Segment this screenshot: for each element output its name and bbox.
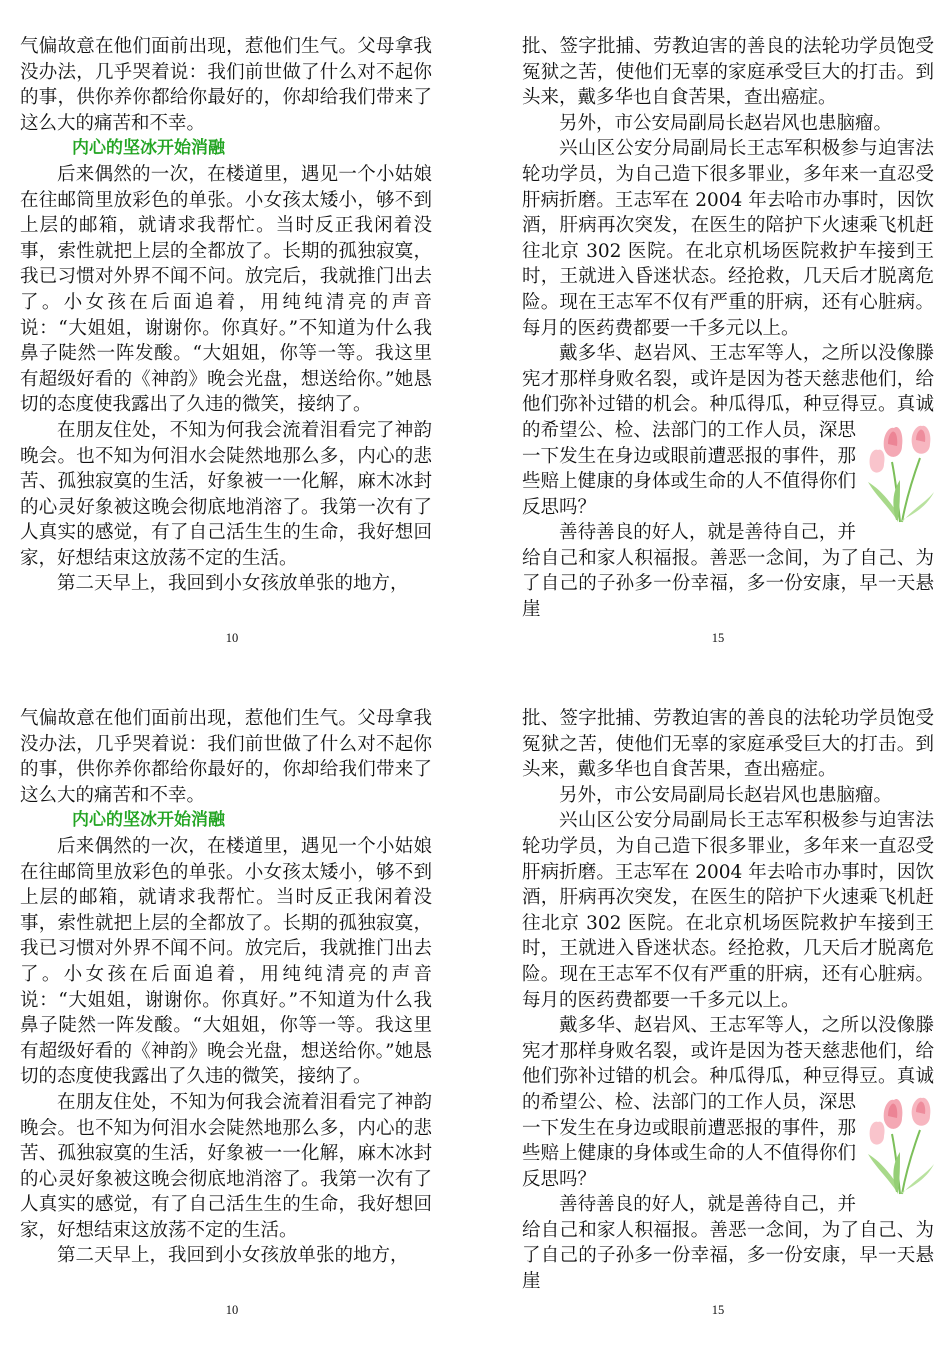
paragraph: 善待善良的好人，就是善待自己，并给自己和家人积福报。善恶一念间，为了自己、为了自己的子孙多一份幸福，多一份安康，早一天悬崖 [522, 1194, 934, 1293]
right-page-text [522, 34, 934, 623]
section-heading: 内心的坚冰开始消融 [72, 138, 225, 159]
tulip-flowers-icon [862, 422, 938, 524]
paragraph: 另外，市公安局副局长赵岩风也患脑瘤。 [559, 112, 893, 134]
page-number: 10 [225, 631, 239, 645]
paragraph: 批、签字批捕、劳教迫害的善良的法轮功学员饱受冤狱之苦，使他们无辜的家庭承受巨大的打击。到头来，戴多华也自食苦果，查出癌症。 [522, 708, 934, 781]
paragraph: 兴山区公安分局副局长王志军积极参与迫害法轮功学员，为自己造下很多罪业，多年来一直忍受肝病折磨。王志军在 2004 年去哈市办事时，因饮酒，肝病再次突发，在医生的陪护下火速乘飞机赶往北京 302 医院。在北京机场医院救护车接到王时，王就进入昏迷状态。经抢救，几天后才脱离危险。现在王志军不仅有严重的肝病，还有心脏病。每月的医药费都要一千多元以上。 [522, 138, 934, 339]
spread-bottom [0, 672, 950, 1344]
paragraph: 兴山区公安分局副局长王志军积极参与迫害法轮功学员，为自己造下很多罪业，多年来一直忍受肝病折磨。王志军在 2004 年去哈市办事时，因饮酒，肝病再次突发，在医生的陪护下火速乘飞机赶往北京 302 医院。在北京机场医院救护车接到王时，王就进入昏迷状态。经抢救，几天后才脱离危险。现在王志军不仅有严重的肝病，还有心脏病。每月的医药费都要一千多元以上。 [522, 810, 934, 1011]
paragraph: 在朋友住处，不知为何我会流着泪看完了神韵晚会。也不知为何泪水会陡然地那么多，内心的悲苦、孤独寂寞的生活，好象被一一化解，麻木冰封的心灵好象被这晚会彻底地消溶了。我第一次有了人真实的感觉，有了自己活生生的生命，我好想回家，好想结束这放荡不定的生活。 [20, 1091, 432, 1241]
paragraph: 气偏故意在他们面前出现，惹他们生气。父母拿我没办法，几乎哭着说：我们前世做了什么对不起你的事，供你养你都给你最好的，你却给我们带来了这么大的痛苦和不幸。 [20, 36, 432, 134]
paragraph: 在朋友住处，不知为何我会流着泪看完了神韵晚会。也不知为何泪水会陡然地那么多，内心的悲苦、孤独寂寞的生活，好象被一一化解，麻木冰封的心灵好象被这晚会彻底地消溶了。我第一次有了人真实的感觉，有了自己活生生的生命，我好想回家，好想结束这放荡不定的生活。 [20, 419, 432, 569]
page-number: 15 [711, 1303, 725, 1317]
right-page-text [522, 706, 934, 1295]
paragraph: 后来偶然的一次，在楼道里，遇见一个小姑娘在往邮筒里放彩色的单张。小女孩太矮小，够不到上层的邮箱，就请求我帮忙。当时反正我闲着没事，索性就把上层的全都放了。长期的孤独寂寞，我已习惯对外界不闻不问。放完后，我就推门出去了。小女孩在后面追着，用纯纯清亮的声音说：“大姐姐，谢谢你。你真好。”不知道为什么我鼻子陡然一阵发酸。“大姐姐，你等一等。我这里有超级好看的《神韵》晚会光盘，想送给你。”她恳切的态度使我露出了久违的微笑，接纳了。 [20, 835, 432, 1088]
left-page-text [20, 706, 432, 1269]
paragraph: 另外，市公安局副局长赵岩风也患脑瘤。 [559, 784, 893, 806]
paragraph: 戴多华、赵岩风、王志军等人，之所以没像滕宪才那样身败名裂，或许是因为苍天慈悲他们，给他们弥补过错的机会。种瓜得瓜，种豆得豆。真诚的希 望公、检、法部门的工作人员，深思一下发生在身边或眼前遭恶报的事件，那些赔上健康的身体或生命的人不值得你们反思吗？ [522, 341, 934, 520]
paragraph: 第二天早上，我回到小女孩放单张的地方， [57, 1245, 409, 1267]
tulip-flowers-icon [862, 1094, 938, 1196]
paragraph: 戴多华、赵岩风、王志军等人，之所以没像滕宪才那样身败名裂，或许是因为苍天慈悲他们，给他们弥补过错的机会。种瓜得瓜，种豆得豆。真诚的希 望公、检、法部门的工作人员，深思一下发生在身边或眼前遭恶报的事件，那些赔上健康的身体或生命的人不值得你们反思吗？ [522, 1013, 934, 1192]
spread-top [0, 0, 950, 672]
page-number: 15 [711, 631, 725, 645]
paragraph: 气偏故意在他们面前出现，惹他们生气。父母拿我没办法，几乎哭着说：我们前世做了什么对不起你的事，供你养你都给你最好的，你却给我们带来了这么大的痛苦和不幸。 [20, 708, 432, 806]
page-number: 10 [225, 1303, 239, 1317]
paragraph: 批、签字批捕、劳教迫害的善良的法轮功学员饱受冤狱之苦，使他们无辜的家庭承受巨大的打击。到头来，戴多华也自食苦果，查出癌症。 [522, 36, 934, 109]
paragraph: 后来偶然的一次，在楼道里，遇见一个小姑娘在往邮筒里放彩色的单张。小女孩太矮小，够不到上层的邮箱，就请求我帮忙。当时反正我闲着没事，索性就把上层的全都放了。长期的孤独寂寞，我已习惯对外界不闻不问。放完后，我就推门出去了。小女孩在后面追着，用纯纯清亮的声音说：“大姐姐，谢谢你。你真好。”不知道为什么我鼻子陡然一阵发酸。“大姐姐，你等一等。我这里有超级好看的《神韵》晚会光盘，想送给你。”她恳切的态度使我露出了久违的微笑，接纳了。 [20, 163, 432, 416]
section-heading: 内心的坚冰开始消融 [72, 810, 225, 831]
paragraph: 善待善良的好人，就是善待自己，并给自己和家人积福报。善恶一念间，为了自己、为了自己的子孙多一份幸福，多一份安康，早一天悬崖 [522, 522, 934, 621]
paragraph: 第二天早上，我回到小女孩放单张的地方， [57, 573, 409, 595]
left-page-text [20, 34, 432, 597]
